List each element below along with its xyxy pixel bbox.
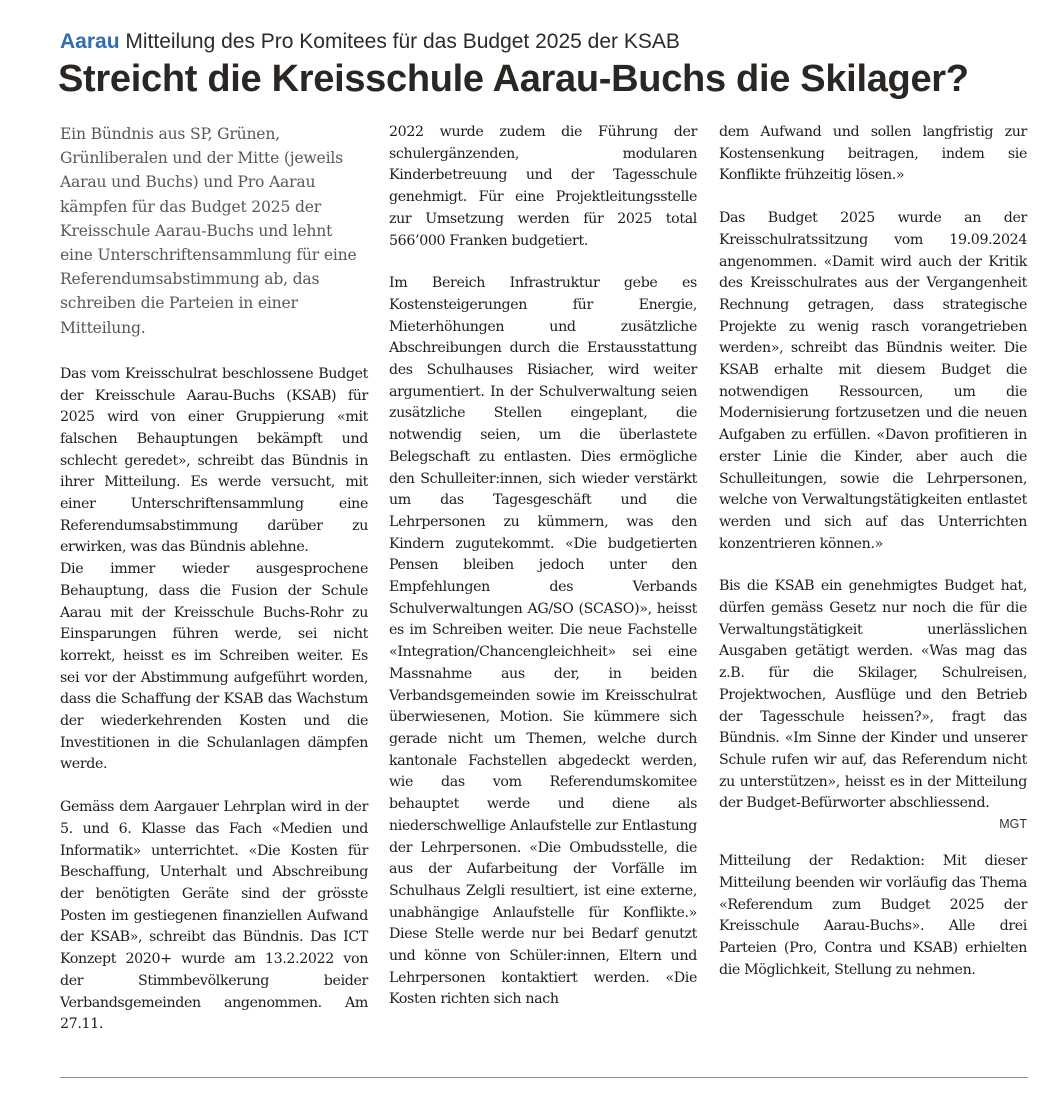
editorial-note: Mitteilung der Redaktion: Mit dieser Mitteilung beenden wir vorläufig das Thema «Referendum zum Budget 2025 der Kreisschule Aarau-Buchs». Alle drei Parteien (Pro, Contra und KSAB) erhielten die Möglichkeit, Stellung zu nehmen. [719,853,1027,978]
headline: Streicht die Kreisschule Aarau-Buchs die Skilager? [58,58,969,100]
bottom-rule [60,1077,1028,1078]
body-paragraph: Die immer wieder ausgesprochene Behauptung, dass die Fusion der Schule Aarau mit der Kreisschule Buchs-Rohr zu Einsparungen führen werde, sei nicht korrekt, heisst es im Schreiben weiter. Es sei vor der Abstimmung aufgeführt worden, dass die Schaffung der KSAB das Wachstum der wiederkehrenden Kosten und die Investitionen in die Schulanlagen dämpfen werde. [60,561,368,773]
author-credit: MGT [999,817,1027,832]
kicker [60,30,680,54]
body-paragraph: Im Bereich Infrastruktur gebe es Kostensteigerungen für Energie, Mieterhöhungen und zusätzliche Abschreibungen durch die Erstausstattung des Schulhauses Risiacher, wird weiter argumentiert. In der Schulverwaltung seien zusätzliche Stellen eingeplant, die notwendig seien, um die überlastete Belegschaft zu entlasten. Dies ermögliche den Schulleiter:innen, sich wieder verstärkt um das Tagesgeschäft und die Lehrpersonen zu kümmern, was den Kindern zugutekommt. «Die budgetierten Pensen bleiben jedoch unter den Empfehlungen des Verbands Schulverwaltungen AG/SO (SCASO)», heisst es im Schreiben weiter. Die neue Fachstelle «Integration/Chancengleichheit» sei eine Massnahme aus der, in beiden Verbandsgemeinden sowie im Kreisschulrat überwiesenen, Motion. Sie kümmere sich gerade nicht um Themen, welche durch kantonale Fachstellen abgedeckt werden, wie das vom Referendumskomitee behauptet werde und diene als niederschwellige Anlaufstelle zur Entlastung der Lehrpersonen. «Die Ombudsstelle, die aus der Aufarbeitung der Vorfälle im Schulhaus Zelgli resultiert, ist eine externe, unabhängige Anlaufstelle für Konflikte.» Diese Stelle werde nur bei Bedarf genutzt und könne von Schüler:innen, Eltern und Lehrpersonen kontaktiert werden. «Die Kosten richten sich nach [389,275,697,1008]
body-paragraph: 2022 wurde zudem die Führung der schulergänzenden, modularen Kinderbetreuung und der Tagesschule genehmigt. Für eine Projektleitungsstelle zur Umsetzung werden für 2025 total 566’000 Franken budgetiert. [389,124,697,249]
body-paragraph: Das vom Kreisschulrat beschlossene Budget der Kreisschule Aarau-Buchs (KSAB) für 2025 wird von einer Gruppierung «mit falschen Behauptungen bekämpft und schlecht geredet», schreibt das Bündnis in ihrer Mitteilung. Es werde versucht, mit einer Unterschriftensammlung eine Referendumsabstimmung darüber zu erwirken, was das Bündnis ablehne. [60,365,368,556]
kicker-text: Mitteilung des Pro Komitees für das Budget 2025 der KSAB [125,30,680,53]
kicker-place: Aarau [60,30,120,53]
body-paragraph: dem Aufwand und sollen langfristig zur Kostensenkung beitragen, indem sie Konflikte frühzeitig lösen.» [719,124,1027,184]
body-paragraph: Das Budget 2025 wurde an der Kreisschulratssitzung vom 19.09.2024 angenommen. «Damit wird auch der Kritik des Kreisschulrates aus der Vergangenheit Rechnung getragen, dass strategische Projekte zu wenig rasch vorangetrieben werden», schreibt das Bündnis weiter. Die KSAB erhalte mit diesem Budget die notwendigen Ressourcen, um die Modernisierung fortzusetzen und die neuen Aufgaben zu erfüllen. «Davon profitieren in erster Linie die Kinder, aber auch die Schulleitungen, sowie die Lehrpersonen, welche von Verwaltungstätigkeiten entlastet werden und sich auf das Unterrichten konzentrieren können.» [719,210,1027,552]
body-paragraph: Gemäss dem Aargauer Lehrplan wird in der 5. und 6. Klasse das Fach «Medien und Informatik» unterrichtet. «Die Kosten für Beschaffung, Unterhalt und Abschreibung der benötigten Geräte sind der grösste Posten im gestiegenen finanziellen Aufwand der KSAB», schreibt das Bündnis. Das ICT Konzept 2020+ wurde am 13.2.2022 von der Stimmbevölkerung beider Verbandsgemeinden angenommen. Am 27.11. [60,799,368,1033]
column-3 [719,122,1027,981]
column-1 [60,122,368,1036]
column-2 [389,122,697,1011]
body-paragraph: Bis die KSAB ein genehmigtes Budget hat, dürfen gemäss Gesetz nur noch die für die Verwaltungstätigkeit unerlässlichen Ausgaben getätigt werden. «Was mag das z.B. für die Skilager, Schulreisen, Projektwochen, Ausflüge und den Betrieb der Tagesschule heissen?», fragt das Bündnis. «Im Sinne der Kinder und unserer Schule rufen wir auf, das Referendum nicht zu unterstützen», heisst es in der Mitteilung der Budget-Befürworter abschliessend. [719,578,1027,812]
lead-paragraph: Ein Bündnis aus SP, Grünen, Grünliberalen und der Mitte (jeweils Aarau und Buchs) und Pro Aarau kämpfen für das Budget 2025 der Kreisschule Aarau-Buchs und lehnt eine Unterschriftensammlung für eine Referendumsabstimmung ab, das schreiben die Parteien in einer Mitteilung. [60,125,357,337]
